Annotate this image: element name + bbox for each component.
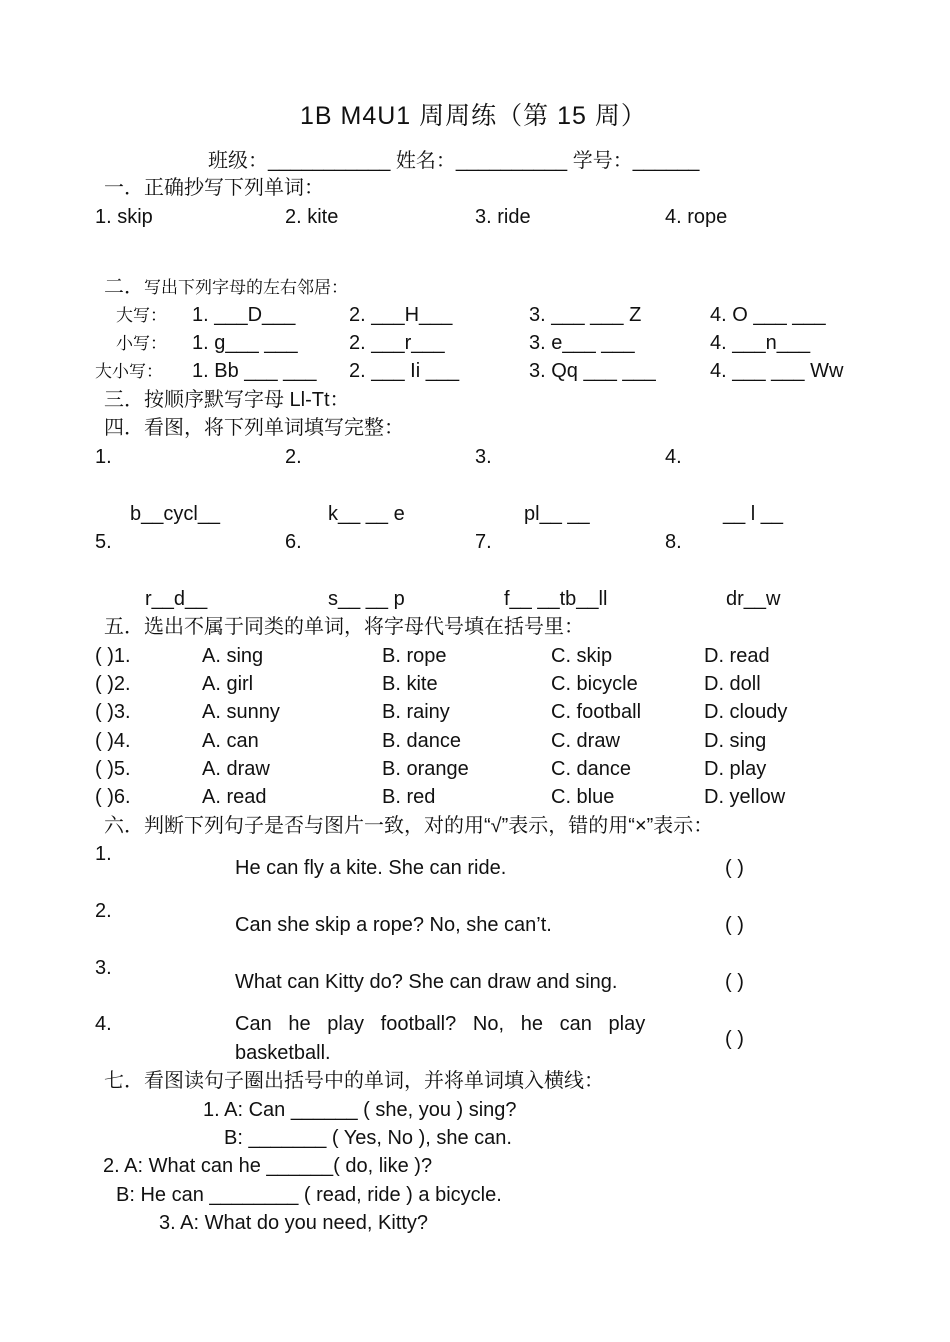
s5-row-5-option-d: D. play [704,758,767,780]
s2-row-2-label: 小写： [116,334,167,354]
s5-row-3-option-b: B. rainy [382,701,450,723]
s4-word-2: k__ __ e [328,503,405,525]
s5-row-2-num: ( )2. [95,673,131,695]
s1-item-1: 1. skip [95,206,153,228]
s5-row-6-option-a: A. read [202,786,267,808]
s6-item-2-answer-bracket: ( ) [725,914,744,936]
page-title: 1B M4U1 周周练（第 15 周） [300,102,647,130]
section-4-heading: 四．看图，将下列单词填写完整： [104,417,404,439]
s2-row-2-item-1: 1. g___ ___ [192,332,298,354]
s5-row-3-option-c: C. football [551,701,642,723]
s6-item-1-num: 1. [95,843,112,865]
s7-line-2: B: _______ ( Yes, No ), she can. [224,1127,512,1149]
s2-row-2-item-2: 2. ___r___ [349,332,445,354]
s2-row-3-item-4: 4. ___ ___ Ww [710,360,844,382]
s5-row-6-option-b: B. red [382,786,436,808]
s5-row-1-option-c: C. skip [551,645,613,667]
s4-word-4: __ l __ [723,503,784,525]
s4-num-3: 3. [475,446,492,468]
s5-row-1-option-a: A. sing [202,645,264,667]
s2-row-1-item-1: 1. ___D___ [192,304,296,326]
s1-item-4: 4. rope [665,206,728,228]
s5-row-3-option-d: D. cloudy [704,701,788,723]
s7-line-3: 2. A: What can he ______( do, like )? [103,1155,433,1177]
s2-row-1-item-2: 2. ___H___ [349,304,453,326]
s6-item-1-sentence: He can fly a kite. She can ride. [235,857,507,879]
s2-row-2-item-4: 4. ___n___ [710,332,811,354]
s4-word-6: s__ __ p [328,588,405,610]
s6-item-4-num: 4. [95,1013,112,1035]
s4-num-7: 7. [475,531,492,553]
s5-row-3-option-a: A. sunny [202,701,280,723]
s2-row-3-label: 大小写： [95,362,163,382]
section-7-heading: 七．看图读句子圈出括号中的单词，并将单词填入横线： [104,1070,604,1092]
section-3-heading: 三．按顺序默写字母 Ll-Tt： [104,389,350,411]
section-5-heading: 五．选出不属于同类的单词，将字母代号填在括号里： [104,616,584,638]
s6-item-1-answer-bracket: ( ) [725,857,744,879]
s6-item-3-num: 3. [95,957,112,979]
s6-item-4-answer-bracket: ( ) [725,1028,744,1050]
s4-word-5: r__d__ [145,588,208,610]
s5-row-4-option-b: B. dance [382,730,461,752]
s4-word-8: dr__w [726,588,781,610]
s2-row-3-item-3: 3. Qq ___ ___ [529,360,656,382]
s5-row-2-option-c: C. bicycle [551,673,638,695]
s4-num-6: 6. [285,531,302,553]
s4-word-1: b__cycl__ [130,503,221,525]
student-info-line: 班级：___________ 姓名：__________ 学号：______ [208,150,700,172]
s5-row-5-option-c: C. dance [551,758,632,780]
s6-item-4-sentence-line-1: Can he play football? No, he can play [235,1013,646,1035]
s5-row-3-num: ( )3. [95,701,131,723]
s4-word-7: f__ __tb__ll [504,588,608,610]
s5-row-2-option-a: A. girl [202,673,254,695]
s5-row-2-option-b: B. kite [382,673,438,695]
s5-row-1-option-d: D. read [704,645,770,667]
s5-row-6-num: ( )6. [95,786,131,808]
s2-row-3-item-1: 1. Bb ___ ___ [192,360,317,382]
s5-row-2-option-d: D. doll [704,673,761,695]
s2-row-1-label: 大写： [116,306,167,326]
section-2-number: 二． [104,276,144,298]
s4-num-8: 8. [665,531,682,553]
s2-row-1-item-4: 4. O ___ ___ [710,304,826,326]
s1-item-3: 3. ride [475,206,531,228]
s5-row-5-num: ( )5. [95,758,131,780]
s4-num-2: 2. [285,446,302,468]
s5-row-5-option-b: B. orange [382,758,469,780]
section-2-heading [104,275,348,300]
s4-num-1: 1. [95,446,112,468]
s5-row-1-num: ( )1. [95,645,131,667]
s1-item-2: 2. kite [285,206,339,228]
s5-row-1-option-b: B. rope [382,645,447,667]
s2-row-2-item-3: 3. e___ ___ [529,332,635,354]
s5-row-4-option-c: C. draw [551,730,620,752]
s2-row-3-item-2: 2. ___ Ii ___ [349,360,460,382]
s6-item-3-answer-bracket: ( ) [725,971,744,993]
s5-row-4-num: ( )4. [95,730,131,752]
s6-item-4-sentence-line-2: basketball. [235,1042,331,1064]
s7-line-1: 1. A: Can ______ ( she, you ) sing? [203,1099,517,1121]
s5-row-6-option-c: C. blue [551,786,615,808]
s5-row-4-option-a: A. can [202,730,259,752]
s6-item-2-sentence: Can she skip a rope? No, she can’t. [235,914,552,936]
s5-row-5-option-a: A. draw [202,758,270,780]
s4-num-5: 5. [95,531,112,553]
s4-word-3: pl__ __ [524,503,590,525]
section-1-heading: 一．正确抄写下列单词： [104,177,324,199]
s4-num-4: 4. [665,446,682,468]
s5-row-4-option-d: D. sing [704,730,767,752]
s2-row-1-item-3: 3. ___ ___ Z [529,304,642,326]
s7-line-4: B: He can ________ ( read, ride ) a bicycle. [116,1184,502,1206]
s6-item-3-sentence: What can Kitty do? She can draw and sing. [235,971,618,993]
section-2-title: 写出下列字母的左右邻居： [144,278,348,298]
s5-row-6-option-d: D. yellow [704,786,786,808]
section-6-heading: 六．判断下列句子是否与图片一致，对的用“√”表示，错的用“×”表示： [104,815,714,837]
s7-line-5: 3. A: What do you need, Kitty? [159,1212,429,1234]
s6-item-2-num: 2. [95,900,112,922]
